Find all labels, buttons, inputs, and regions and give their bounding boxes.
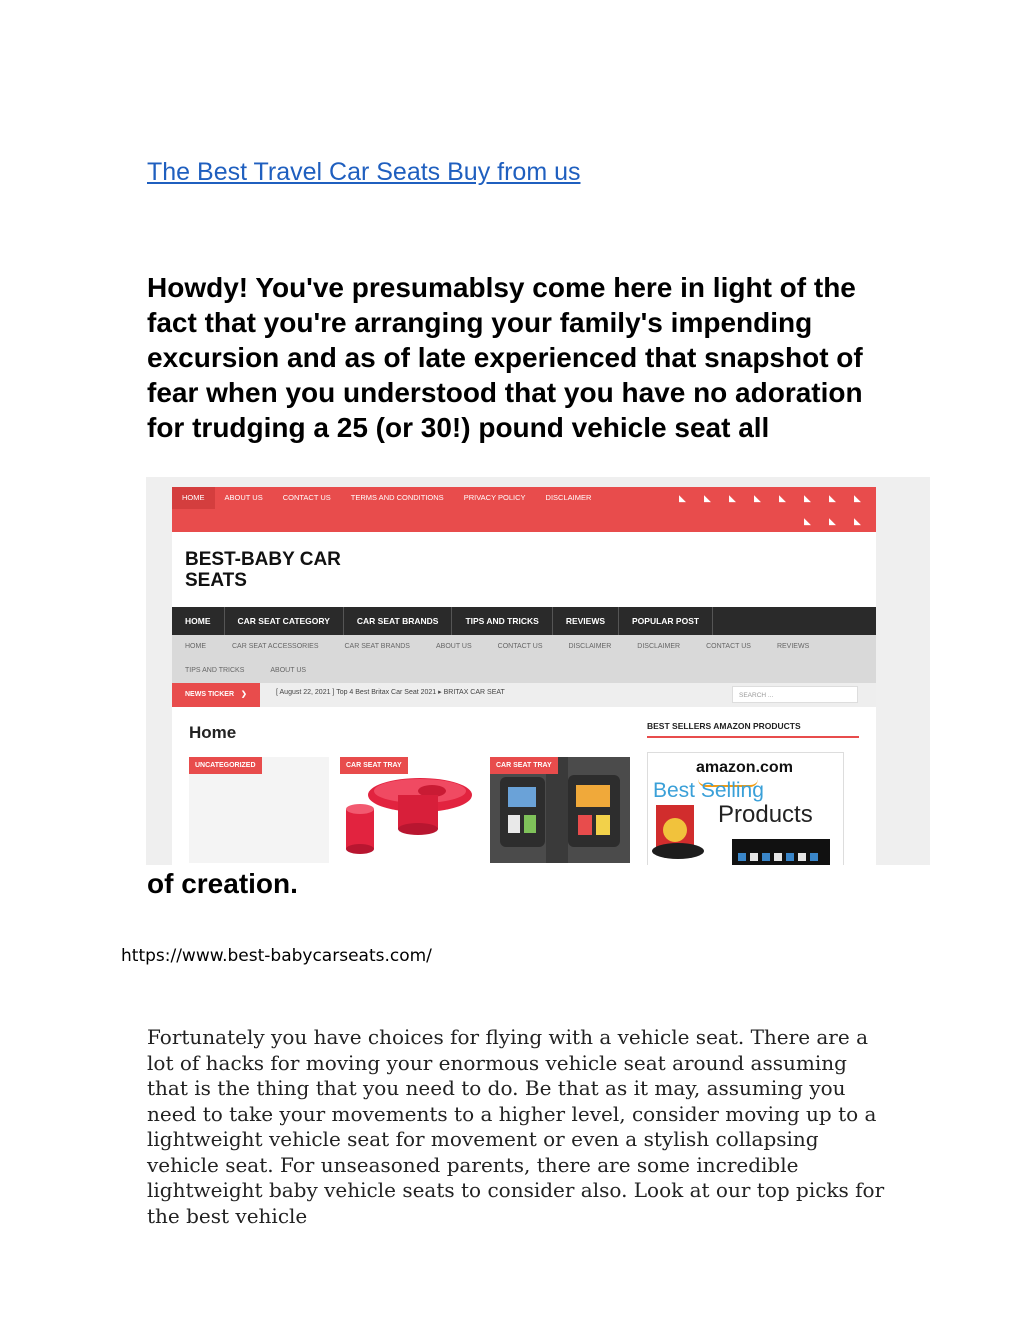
- rss-icon[interactable]: ◣: [829, 493, 836, 503]
- sub-nav-item[interactable]: REVIEWS: [776, 643, 810, 650]
- news-ticker-label: [172, 683, 260, 707]
- best-travel-car-seats-link[interactable]: The Best Travel Car Seats Buy from us: [147, 158, 581, 186]
- chevron-right-icon: ❯: [240, 691, 247, 698]
- main-nav-reviews[interactable]: REVIEWS: [553, 607, 619, 635]
- main-nav: [172, 607, 876, 635]
- top-nav-about[interactable]: ABOUT US: [224, 493, 263, 502]
- post-card-uncategorized[interactable]: [189, 757, 329, 863]
- category-badge[interactable]: CAR SEAT TRAY: [490, 757, 558, 774]
- intro-heading: Howdy! You've presumablsy come here in light of the fact that you're arranging your family's impending excursion and as of late experienced that snapshot of fear when you understood that you have no adoration for trudging a 25 (or 30!) pound vehicle seat all: [147, 272, 863, 443]
- rss-icon[interactable]: ◣: [854, 493, 861, 503]
- sub-nav-item[interactable]: CAR SEAT ACCESSORIES: [232, 643, 319, 650]
- top-nav-privacy[interactable]: PRIVACY POLICY: [463, 493, 526, 502]
- product-collage-image: [648, 793, 843, 865]
- screenshot-site: [172, 487, 876, 865]
- top-nav-contact[interactable]: CONTACT US: [282, 493, 331, 502]
- news-ticker-headline[interactable]: [ August 22, 2021 ] Top 4 Best Britax Car Seat 2021 ▸ BRITAX CAR SEAT: [276, 689, 505, 696]
- website-url[interactable]: https://www.best-babycarseats.com/: [121, 946, 432, 966]
- home-section-title: Home: [189, 723, 237, 742]
- category-badge[interactable]: CAR SEAT TRAY: [340, 757, 408, 774]
- site-brand-logo[interactable]: BEST-BABY CAR SEATS: [185, 549, 341, 591]
- sub-nav-item[interactable]: HOME: [185, 643, 206, 650]
- rss-icon[interactable]: ◣: [704, 493, 711, 503]
- top-nav-disclaimer[interactable]: DISCLAIMER: [545, 493, 592, 502]
- sub-nav-item[interactable]: ABOUT US: [270, 667, 307, 674]
- amazon-products-text: Products: [718, 801, 813, 828]
- category-badge[interactable]: UNCATEGORIZED: [189, 757, 262, 774]
- intro-heading-continuation: of creation.: [147, 868, 298, 899]
- amazon-best-sellers-banner[interactable]: [647, 752, 844, 865]
- sub-nav-item[interactable]: DISCLAIMER: [637, 643, 681, 650]
- rss-icon[interactable]: ◣: [729, 493, 736, 503]
- main-nav-home[interactable]: HOME: [172, 607, 225, 635]
- sub-nav-item[interactable]: CONTACT US: [497, 643, 543, 650]
- news-ticker-label-text: NEWS TICKER: [185, 691, 234, 698]
- news-ticker: [172, 683, 876, 707]
- rss-icons-row-2: [795, 510, 870, 532]
- rss-icon[interactable]: ◣: [804, 493, 811, 503]
- search-input[interactable]: SEARCH ...: [732, 686, 858, 703]
- top-nav-home[interactable]: HOME: [172, 487, 215, 509]
- rss-icon[interactable]: ◣: [804, 516, 811, 526]
- main-nav-car-seat-brands[interactable]: CAR SEAT BRANDS: [344, 607, 453, 635]
- top-nav-terms[interactable]: TERMS AND CONDITIONS: [350, 493, 444, 502]
- post-card-tray-2[interactable]: [490, 757, 630, 863]
- sub-nav-item[interactable]: CONTACT US: [706, 643, 751, 650]
- amazon-best-selling-text: Best Selling: [653, 779, 764, 802]
- sub-nav-item[interactable]: DISCLAIMER: [568, 643, 612, 650]
- post-card-tray-1[interactable]: [340, 757, 480, 863]
- top-bar: [172, 487, 876, 532]
- sub-nav: [172, 635, 876, 683]
- sub-nav-row-2: [172, 660, 319, 682]
- body-paragraph: Fortunately you have choices for flying with a vehicle seat. There are a lot of hacks for moving your enormous vehicle seat around assuming that is the thing that you need to do. Be that as it may, assuming you need to take your movements to a higher level, consider moving up to a lightweight vehicle seat for movement or even a stylish collapsing vehicle seat. For unseasoned parents, there are some incredible lightweight baby vehicle seats to consider also. Look at our top picks for the best vehicle: [147, 1025, 885, 1228]
- sidebar-divider: [647, 736, 859, 738]
- rss-icon[interactable]: ◣: [754, 493, 761, 503]
- main-nav-popular-post[interactable]: POPULAR POST: [619, 607, 713, 635]
- sub-nav-item[interactable]: CAR SEAT BRANDS: [344, 643, 410, 650]
- amazon-logo: amazon.com: [696, 759, 793, 776]
- sub-nav-item[interactable]: TIPS AND TRICKS: [185, 667, 245, 674]
- sidebar-title: BEST SELLERS AMAZON PRODUCTS: [647, 721, 801, 731]
- top-nav: [172, 487, 601, 509]
- rss-icon[interactable]: ◣: [779, 493, 786, 503]
- rss-icons-row-1: [670, 487, 870, 509]
- sub-nav-item[interactable]: ABOUT US: [435, 643, 472, 650]
- main-nav-car-seat-category[interactable]: CAR SEAT CATEGORY: [225, 607, 344, 635]
- main-nav-tips-and-tricks[interactable]: TIPS AND TRICKS: [452, 607, 552, 635]
- website-screenshot: [146, 477, 930, 865]
- rss-icon[interactable]: ◣: [679, 493, 686, 503]
- sub-nav-row-1: [172, 636, 822, 658]
- rss-icon[interactable]: ◣: [829, 516, 836, 526]
- rss-icon[interactable]: ◣: [854, 516, 861, 526]
